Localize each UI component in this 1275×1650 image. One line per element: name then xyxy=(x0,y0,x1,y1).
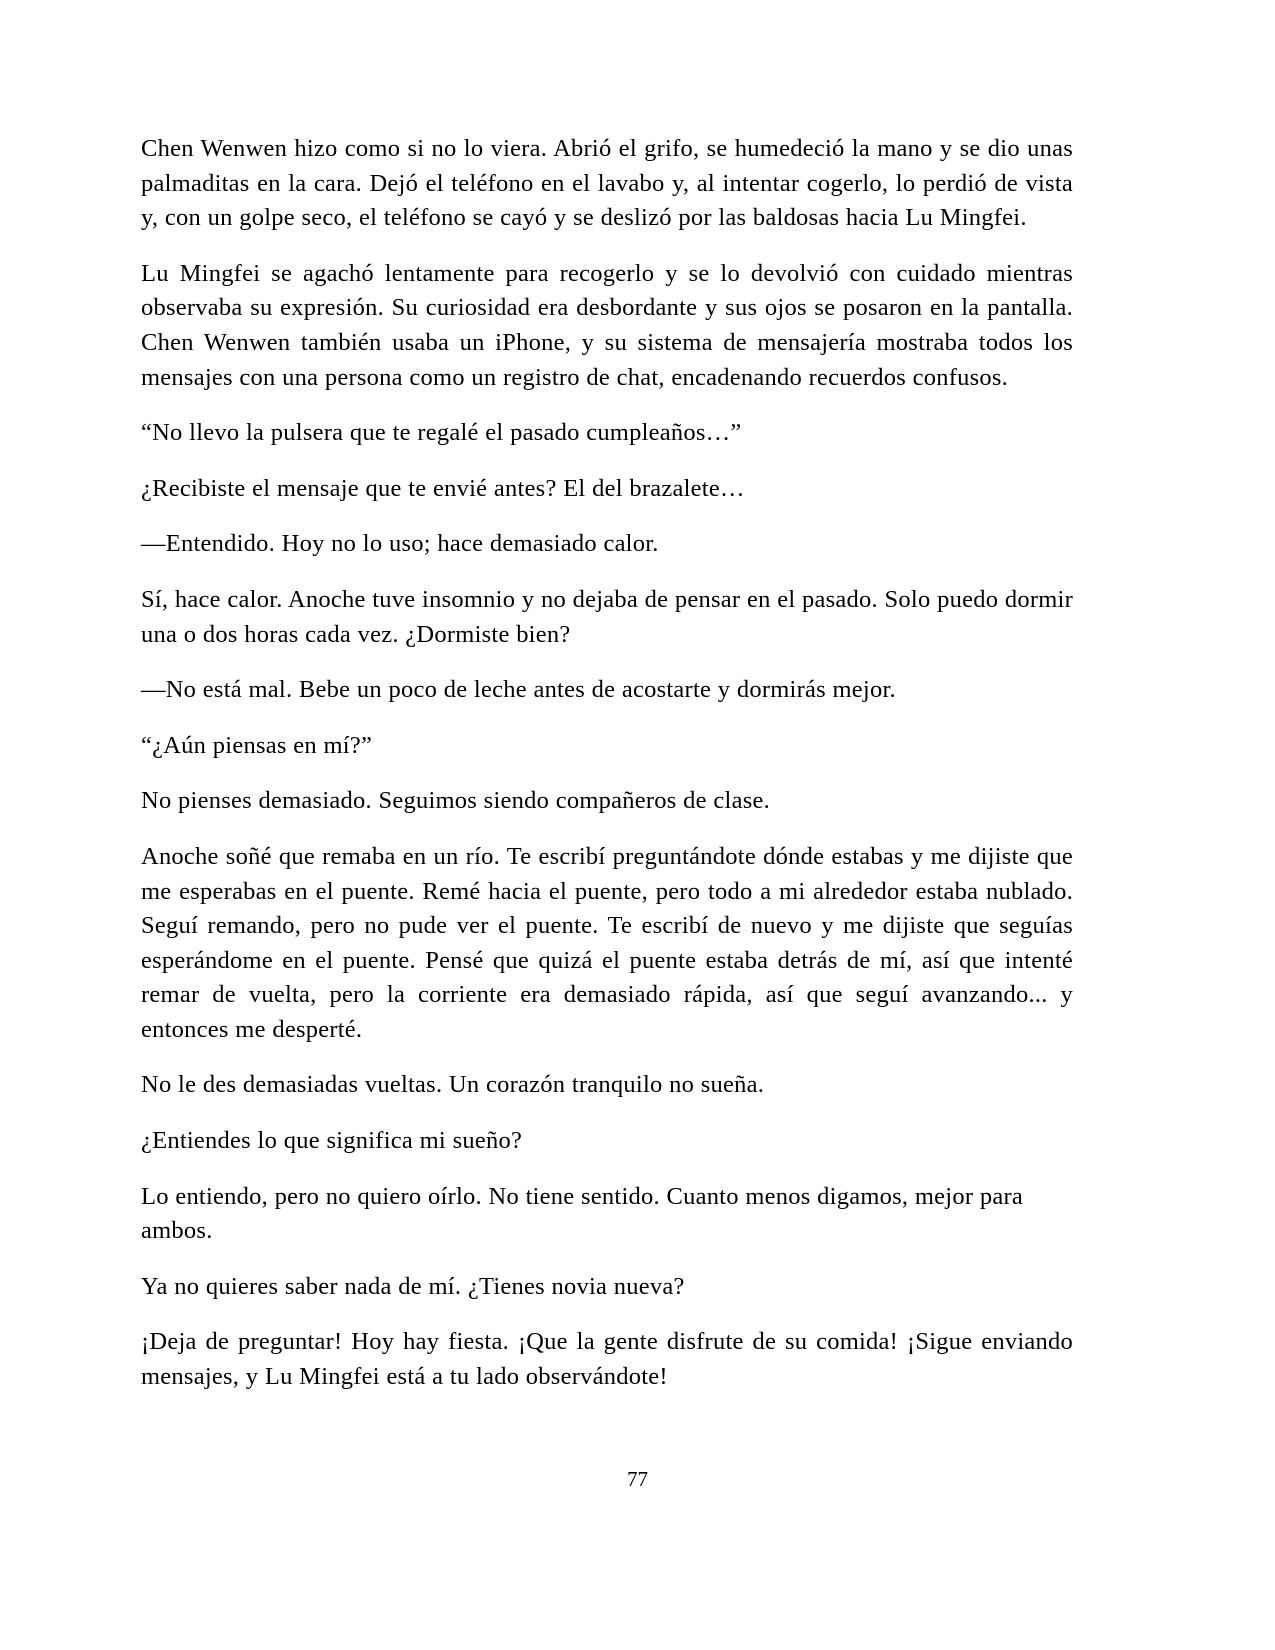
paragraph: Lo entiendo, pero no quiero oírlo. No tiene sentido. Cuanto menos digamos, mejor para ambos. xyxy=(141,1182,1023,1245)
paragraph: —Entendido. Hoy no lo uso; hace demasiado calor. xyxy=(141,530,659,558)
paragraph: ¡Deja de preguntar! Hoy hay fiesta. ¡Que la gente disfrute de su comida! ¡Sigue enviando mensajes, y Lu Mingfei está a tu lado observándote! xyxy=(141,1328,1073,1391)
paragraph: Lu Mingfei se agachó lentamente para recogerlo y se lo devolvió con cuidado mientras observaba su expresión. Su curiosidad era desbordante y sus ojos se posaron en la pantalla. Chen Wenwen también usaba un iPhone, y su sistema de mensajería mostraba todos los mensajes con una persona como un registro de chat, encadenando recuerdos confusos. xyxy=(141,259,1073,391)
paragraph: “No llevo la pulsera que te regalé el pasado cumpleaños…” xyxy=(141,419,742,447)
page-body-text xyxy=(141,132,1073,1395)
paragraph: Sí, hace calor. Anoche tuve insomnio y no dejaba de pensar en el pasado. Solo puedo dormir una o dos horas cada vez. ¿Dormiste bien? xyxy=(141,585,1073,648)
paragraph: ¿Entiendes lo que significa mi sueño? xyxy=(141,1127,523,1155)
paragraph: ¿Recibiste el mensaje que te envié antes? El del brazalete… xyxy=(141,474,745,502)
paragraph: “¿Aún piensas en mí?” xyxy=(141,731,373,759)
page-number: 77 xyxy=(627,1467,648,1491)
paragraph: Anoche soñé que remaba en un río. Te escribí preguntándote dónde estabas y me dijiste que me esperabas en el puente. Remé hacia el puente, pero todo a mi alrededor estaba nublado. Seguí remando, pero no pude ver el puente. Te escribí de nuevo y me dijiste que seguías esperándome en el puente. Pensé que quizá el puente estaba detrás de mí, así que intenté remar de vuelta, pero la corriente era demasiado rápida, así que seguí avanzando... y entonces me desperté. xyxy=(141,842,1073,1043)
paragraph: Ya no quieres saber nada de mí. ¿Tienes novia nueva? xyxy=(141,1272,685,1300)
paragraph: —No está mal. Bebe un poco de leche antes de acostarte y dormirás mejor. xyxy=(141,676,896,704)
paragraph: No le des demasiadas vueltas. Un corazón tranquilo no sueña. xyxy=(141,1071,765,1099)
paragraph: Chen Wenwen hizo como si no lo viera. Abrió el grifo, se humedeció la mano y se dio unas palmaditas en la cara. Dejó el teléfono en el lavabo y, al intentar cogerlo, lo perdió de vista y, con un golpe seco, el teléfono se cayó y se deslizó por las baldosas hacia Lu Mingfei. xyxy=(141,135,1073,232)
paragraph: No pienses demasiado. Seguimos siendo compañeros de clase. xyxy=(141,787,770,815)
